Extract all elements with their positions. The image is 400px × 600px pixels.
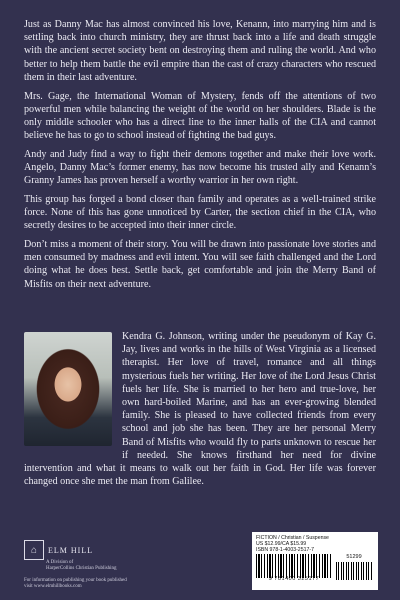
publisher-info-line2: visit www.elmhillbooks.com	[24, 584, 82, 589]
price-barcode-bars-icon	[336, 562, 372, 580]
bisac-category: FICTION / Christian / Suspense	[256, 535, 329, 541]
elm-hill-emblem-icon: ⌂	[24, 540, 44, 560]
blurb-paragraph: Just as Danny Mac has almost convinced his love, Kenann, into marrying him and is settling back into church ministry, they are thrust back into a life and death struggle with the ancient secret society bent on destroying them and ruling the world. And who better to help them battle the evil empire than the cast of crazy characters who rescued them in their last adventure.	[24, 19, 376, 83]
publisher-division-line2: HarperCollins Christian Publishing	[46, 566, 117, 571]
barcode-bars-icon	[256, 554, 332, 578]
publisher-division-line1: A Division of	[46, 560, 74, 565]
blurb-paragraph: Andy and Judy find a way to fight their demons together and make their love work. Angelo, Danny Mac’s former enemy, has now become his trusted ally and Kenann’s Granny James has proven herself a worthy warrior in her own right.	[24, 148, 376, 187]
ean-barcode	[256, 554, 332, 582]
blurb-paragraph: Don’t miss a moment of their story. You will be drawn into passionate love stories and men consumed by madness and evil intent. You will see faith challenged and the Lord doing what he does best. Settle back, get comfortable and join the Merry Band of Misfits on their next adventure.	[24, 239, 376, 290]
author-bio: Kendra G. Johnson, writing under the pseudonym of Kay G. Jay, lives and works in the hills of West Virginia as a licensed therapist. Her love of travel, romance and all things mysterious fuels her writing. Her love of the Lord Jesus Christ fuels her life. She is married to her hero and true-love, her own hard-boiled Marine, and has an ever-growing blended family. She is pleased to have collected friends from every school and job she has been. They are her personal Merry Band of Misfits who would fly to parts unknown to rescue her if needed. She knows firsthand her need for divine intervention and what it means to walk out her faith in God. Her life was forever changed once she met the man from Galilee.	[24, 331, 376, 488]
barcode-meta	[256, 535, 374, 554]
blurb-paragraph: Mrs. Gage, the International Woman of Mystery, fends off the attentions of two powerful men while balancing the weight of the world on her shoulders. Blade is the only middle schooler who has a direct line to the inner halls of the CIA and cannot believe he has to go to school instead of fighting the bad guys.	[24, 90, 376, 142]
isbn-text: ISBN 978-1-4003-2517-7	[256, 547, 314, 554]
barcode-panel	[252, 532, 378, 590]
author-photo	[24, 332, 112, 446]
publisher-info-line1: For information on publishing your book published	[24, 578, 127, 583]
back-cover-blurb	[24, 18, 376, 296]
price-text: US $12.99/CA $15.99	[256, 541, 307, 548]
author-section	[24, 330, 376, 488]
price-code: 51299	[346, 554, 362, 560]
publisher-name: ELM HILL	[48, 545, 94, 555]
price-barcode	[336, 554, 372, 582]
blurb-paragraph: This group has forged a bond closer than family and operates as a well-trained strike force. None of this has gone unnoticed by Carter, the section chief in the CIA, who secretly desires to be accepted into their inner circle.	[24, 193, 376, 232]
ean-digits: 9 781400 325177	[268, 576, 320, 582]
publisher-logo	[24, 540, 164, 590]
